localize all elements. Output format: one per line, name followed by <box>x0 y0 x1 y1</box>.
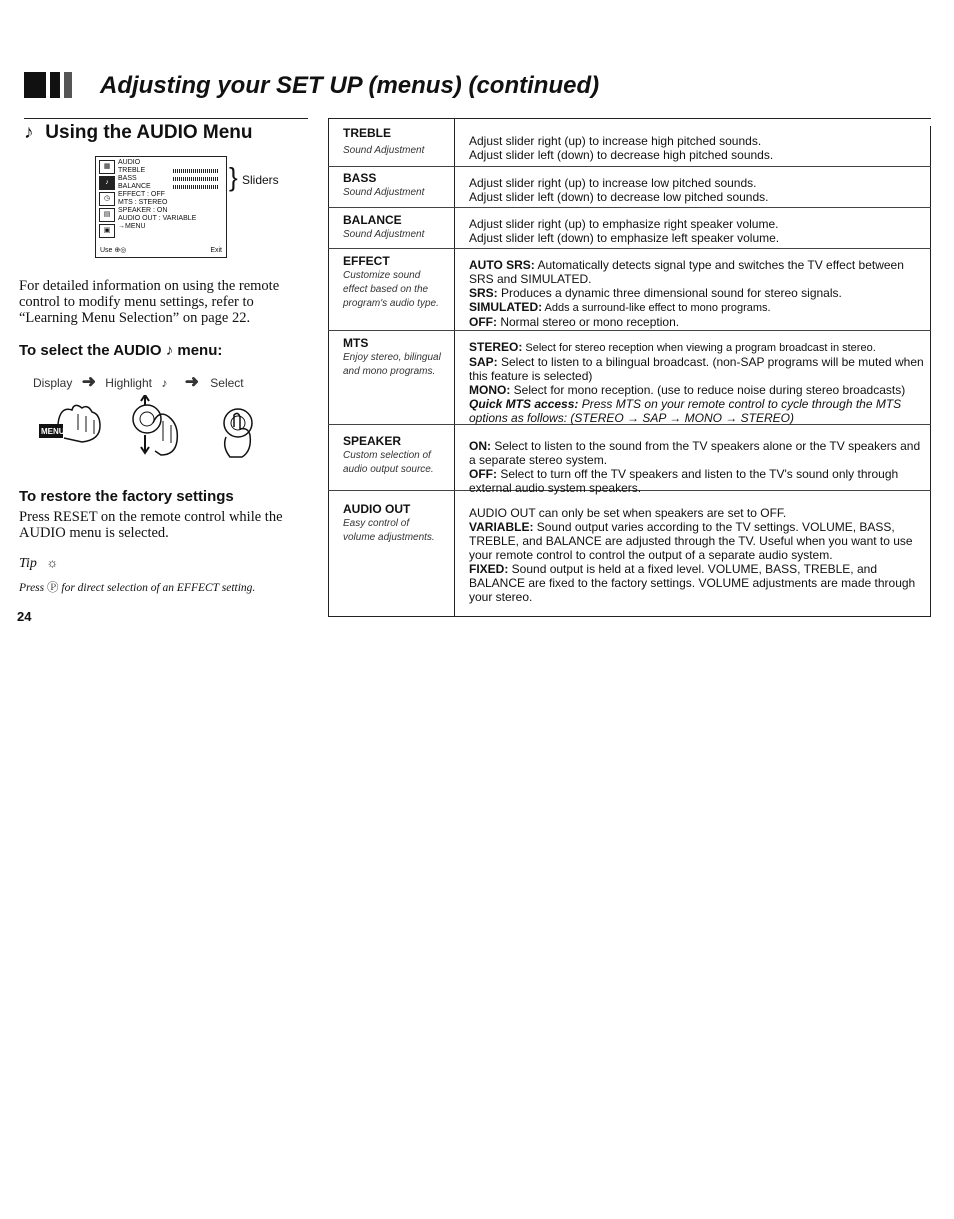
table-row-speaker <box>328 424 931 495</box>
setup-icon: ▣ <box>99 224 115 238</box>
row-subtitle: Sound Adjustment <box>343 145 425 156</box>
table-row-treble <box>328 119 931 167</box>
joystick-button-icon: Ⓟ <box>47 582 59 594</box>
treble-slider <box>173 169 219 173</box>
page-number: 24 <box>17 609 32 624</box>
timer-icon: ◷ <box>99 192 115 206</box>
osd-row-treble: TREBLE <box>118 167 224 175</box>
row-name: BASS <box>343 171 377 185</box>
table-row-mts <box>328 330 931 425</box>
music-note-icon: ♪ <box>161 376 168 390</box>
row-subtitle: Custom selection of audio output source. <box>343 450 434 475</box>
menu-button-hand-icon <box>38 400 112 449</box>
osd-row-mts: MTS : STEREO <box>118 199 168 206</box>
row-description: STEREO: Select for stereo reception when viewing a program broadcast in stereo. SAP: Select to listen to a bilingual broadcast. (non-SAP programs will be muted when this feature is selected) MONO: Select for mono reception. (use to reduce noise during stereo broadcasts) Quick MTS access: Press MTS on your remote control to cycle through the MTS options as follows: (STEREO → SAP → MONO → STEREO) <box>469 340 924 425</box>
video-icon: ▦ <box>99 160 115 174</box>
arrow-right-icon: ➜ <box>184 372 199 391</box>
channel-icon: ▤ <box>99 208 115 222</box>
balance-slider <box>173 185 219 189</box>
svg-text:MENU: MENU <box>41 427 65 436</box>
osd-footer-use: Use <box>100 247 113 254</box>
seq-display: Display <box>33 376 73 390</box>
bass-slider <box>173 177 219 181</box>
audio-settings-table <box>328 118 931 617</box>
row-name: TREBLE <box>343 126 391 140</box>
row-subtitle: Easy control of volume adjustments. <box>343 518 435 543</box>
section-marker-icon <box>24 72 76 98</box>
row-description: Adjust slider right (up) to increase low pitched sounds. Adjust slider left (down) to decrease low pitched sounds. <box>469 176 769 204</box>
osd-row-balance: BALANCE <box>118 183 224 191</box>
restore-heading: To restore the factory settings <box>19 488 234 505</box>
header-rule <box>24 118 308 119</box>
music-note-icon: ♪ <box>165 342 178 359</box>
row-description: Adjust slider right (up) to emphasize right speaker volume. Adjust slider left (down) to emphasize left speaker volume. <box>469 217 780 245</box>
row-subtitle: Customize sound effect based on the program's audio type. <box>343 270 439 309</box>
osd-row-speaker: SPEAKER : ON <box>118 207 168 214</box>
row-name: AUDIO OUT <box>343 502 411 516</box>
row-description: ON: Select to listen to the sound from the TV speakers alone or the TV speakers and a separate stereo system. OFF: Select to turn off the TV speakers and listen to the TV's sound only through external audio system speakers. <box>469 439 921 495</box>
section-title-text: Using the AUDIO Menu <box>45 122 253 143</box>
joystick-icon: ⊕◎ <box>114 247 127 254</box>
row-description: AUTO SRS: Automatically detects signal type and switches the TV effect between SRS and SIMULATED. SRS: Produces a dynamic three dimensional sound for stereo signals. SIMULATED: Adds a surround-like effect to mono programs. OFF: Normal stereo or mono reception. <box>469 258 904 329</box>
joystick-hand-icon <box>125 395 195 466</box>
audio-menu-illustration <box>95 156 227 258</box>
restore-body: Press RESET on the remote control while the AUDIO menu is selected. <box>19 509 283 541</box>
row-subtitle: Sound Adjustment <box>343 229 425 240</box>
table-row-bass <box>328 166 931 208</box>
row-subtitle: Sound Adjustment <box>343 187 425 198</box>
row-name: SPEAKER <box>343 434 402 448</box>
osd-row-audio-out: AUDIO OUT : VARIABLE <box>118 215 197 222</box>
sliders-label: Sliders <box>242 173 279 187</box>
audio-icon: ♪ <box>99 176 115 190</box>
arrow-right-icon: ➜ <box>81 372 96 391</box>
brace: } <box>229 162 238 192</box>
page-title: Adjusting your SET UP (menus) (continued) <box>100 72 600 99</box>
row-description: AUDIO OUT can only be set when speakers are set to OFF. VARIABLE: Sound output varies according to the TV settings. VOLUME, BASS, TREBLE, and BALANCE are adjusted through the TV. Useful when you want to use your remote control to control the output of a separate audio system. FIXED: Sound output is held at a fixed level. VOLUME, BASS, TREBLE, and BALANCE are fixed to the factory settings. VOLUME adjustments are made through your stereo. <box>469 506 916 604</box>
press-hand-icon <box>212 407 262 468</box>
osd-footer-exit: Exit <box>210 247 222 254</box>
tip-label: Tip ☼ <box>19 555 59 571</box>
table-row-effect <box>328 248 931 331</box>
tip-text: Press Ⓟ for direct selection of an EFFECT setting. <box>19 582 256 594</box>
row-name: MTS <box>343 336 369 350</box>
selection-sequence <box>33 372 244 392</box>
section-title <box>24 122 253 144</box>
row-name: EFFECT <box>343 254 390 268</box>
seq-select: Select <box>210 376 244 390</box>
intro-paragraph: For detailed information on using the remote control to modify menu settings, refer to “Learning Menu Selection” on page 22. <box>19 278 280 326</box>
row-name: BALANCE <box>343 213 402 227</box>
table-row-audio-out <box>328 490 931 615</box>
osd-row-bass: BASS <box>118 175 224 183</box>
osd-row-effect: EFFECT : OFF <box>118 191 165 198</box>
lightbulb-icon: ☼ <box>46 555 59 570</box>
row-description: Adjust slider right (up) to increase high pitched sounds. Adjust slider left (down) to decrease high pitched sounds. <box>469 134 774 162</box>
music-note-icon: ♪ <box>24 122 34 143</box>
seq-highlight: Highlight <box>105 376 152 390</box>
osd-title: AUDIO <box>118 159 141 166</box>
osd-row-menu: →MENU <box>118 223 146 230</box>
table-row-balance <box>328 207 931 249</box>
row-subtitle: Enjoy stereo, bilingual and mono programs. <box>343 352 441 377</box>
select-audio-heading: To select the AUDIO ♪ menu: <box>19 342 223 359</box>
